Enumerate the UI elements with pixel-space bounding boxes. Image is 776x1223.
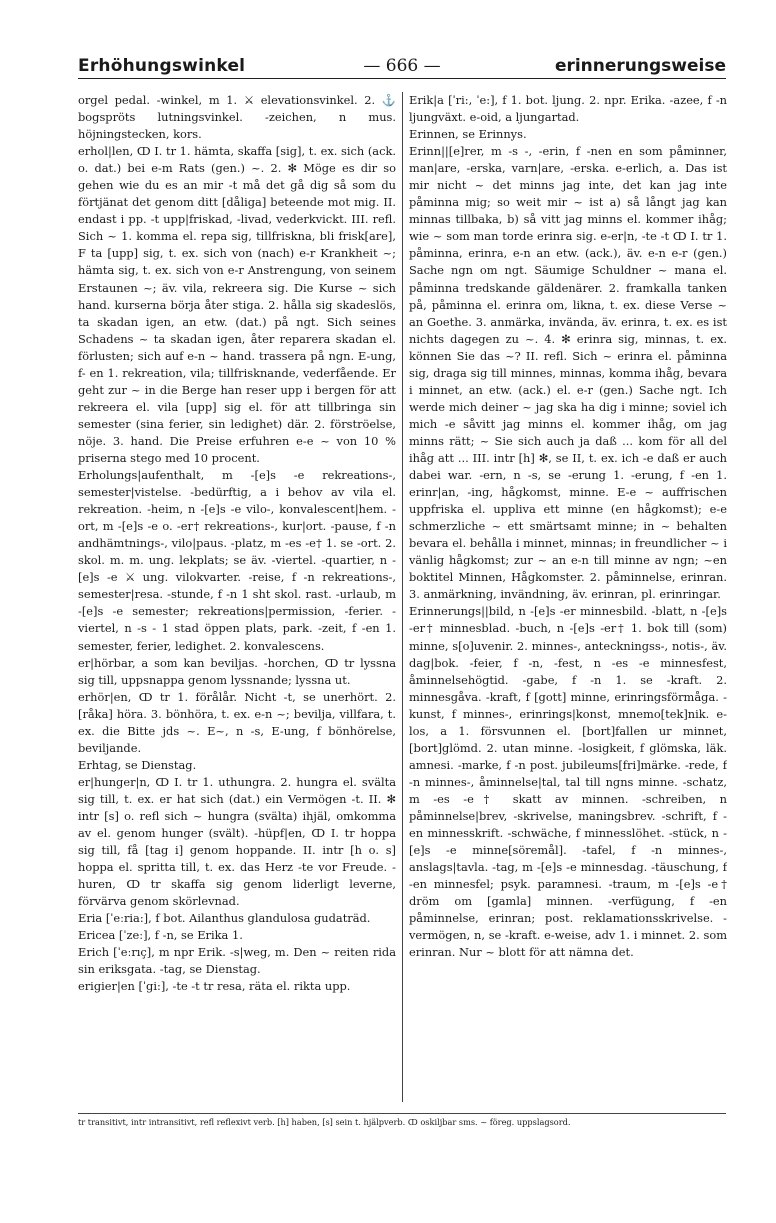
entry-paragraph: Erik|a [ˈri:, ˈe:], f 1. bot. ljung. 2. npr. Erika. -azee, f -n ljungväxt. e-oid, a ljungartad.	[409, 93, 727, 125]
left-column	[78, 92, 396, 1102]
entry-paragraph: Erholungs|aufenthalt, m -[e]s -e rekreations-, semester|vistelse. -bedürftig, a i behov av vila el. rekreation. -heim, n -[e]s -e vilo-, konvalescent|hem. -ort, m -[e]s -e o. -er† rekreations-, kur|ort. -pause, f -n andhämtnings-, vilo|paus. -platz, m -es -e† 1. se -ort. 2. skol. m. m. ung. lekplats; se äv. -viertel. -quartier, n -[e]s -e ⚔ ung. vilokvarter. -reise, f -n rekreations-, semester|resa. -stunde, f -n 1 sht skol. rast. -urlaub, m -[e]s -e semester; rekreations|permission, -ferier. -viertel, n -s - 1 stad öppen plats, park. -zeit, f -en 1. semester, ferier, ledighet. 2. konvalescens.	[78, 468, 396, 653]
entry-paragraph: Erich [ˈeːrıç], m npr Erik. -s|weg, m. Den ~ reiten rida sin eriksgata. -tag, se Dienstag.	[78, 945, 396, 977]
footer-rule	[78, 1113, 726, 1114]
entry-paragraph: er|hunger|n, ↀ I. tr 1. uthungra. 2. hungra el. svälta sig till, t. ex. er hat sich (dat.) ein Vermögen -t. II. ✻ intr [s] o. refl sich ~ hungra (svälta) ihjäl, omkomma av el. genom hunger (svält). -hüpf|en, ↀ I. tr hoppa sig till, få [tag i] genom hoppande. II. intr [h o. s] hoppa el. spritta till, t. ex. das Herz -te vor Freude. -huren, ↀ tr skaffa sig genom liderligt leverne, förvärva genom skörlevnad.	[78, 774, 396, 909]
entry-paragraph: erhör|en, ↀ tr 1. förålår. Nicht -t, se unerhört. 2. [råka] höra. 3. bönhöra, t. ex. e-n ~; bevilja, villfara, t. ex. die Bitte jds ~. E~, n -s, E-ung, f bönhörelse, beviljande.	[78, 689, 396, 755]
right-column	[409, 92, 727, 1102]
abbreviation-legend: tr transitivt, intr intransitivt, refl reflexivt verb. [h] haben, [s] sein t. hjälpverb. ↀ oskiljbar sms. ~ föreg. uppslagsord.	[78, 1117, 571, 1127]
entry-paragraph: orgel pedal. -winkel, m 1. ⚔ elevationsvinkel. 2. ⚓ bogspröts lutningsvinkel. -zeichen, n mus. höjningstecken, kors.	[78, 93, 396, 142]
entry-paragraph: Erinn||[e]rer, m -s -, -erin, f -nen en som påminner, man|are, -erska, varn|are, -erska. e-erlich, a. Das ist mir nicht ~ det minns jag inte, det kan jag inte påminna mig; so weit mir ~ ist a) så långt jag kan minnas tillbaka, b) så vitt jag minns el. kommer ihåg; wie ~ som man torde erinra sig. e-er|n, -te -t ↀ I. tr 1. påminna, erinra, e-n an etw. (ack.), äv. e-n e-r (gen.) Sache ngn om ngt. Säumige Schuldner ~ mana el. påminna tredskande gäldenärer. 2. framkalla tanken på, påminna el. erinra om, likna, t. ex. diese Verse ~ an Goethe. 3. anmärka, invända, äv. erinra, t. ex. es ist nichts dagegen zu ~. 4. ✻ erinra sig, minnas, t. ex. können Sie das ~? II. refl. Sich ~ erinra el. påminna sig, draga sig till minnes, minnas, komma ihåg, bevara i minnet, an etw. (ack.) el. e-r (gen.) Sache ngt. Ich werde mich deiner ~ jag ska ha dig i minne; soviel ich mich -e såvitt jag minns el. kommer ihåg, om jag minns rätt; ~ Sie sich auch ja daß ... kom för all del ihåg att ... III. intr [h] ✻, se II, t. ex. ich -e daß er auch dabei war. -ern, n -s, se -erung 1. -erung, f -en 1. erinr|an, -ing, hågkomst, minne. E-e ~ auffrischen uppfriska el. uppliva ett minne (en hågkomst); e-e schmerzliche ~ ett smärtsamt minne; in ~ behalten bevara el. behålla i minnet, minnas; in freundlicher ~ i vänlig hågkomst; zur ~ an e-n till minne av ngn; ~en boktitel Minnen, Hågkomster. 2. påminnelse, erinran. 3. anmärkning, invändning, äv. erinran, pl. erinringar.	[409, 144, 727, 602]
header-guide-word-right: erinnerungsweise	[554, 56, 726, 76]
entry-paragraph: er|hörbar, a som kan beviljas. -horchen, ↀ tr lyssna sig till, uppsnappa genom lyssnande; lyssna ut.	[78, 655, 396, 687]
entry-paragraph: Erhtag, se Dienstag.	[78, 757, 197, 772]
entry-paragraph: Eria [ˈeːria:], f bot. Ailanthus glandulosa gudaträd.	[78, 911, 371, 926]
entry-paragraph: erhol|len, ↀ I. tr 1. hämta, skaffa [sig], t. ex. sich (ack. o. dat.) bei e-m Rats (gen.) ~. 2. ✻ Möge es dir so gehen wie du es an mir -t må det gå dig så som du förtjänat det genom ditt [dåliga] beteende mot mig. II. endast i pp. -t upp|friskad, -livad, vederkvickt. III. refl. Sich ~ 1. komma el. repa sig, tillfriskna, bli frisk[are], F ta [upp] sig, t. ex. sich von (nach) e-r Krankheit ~; hämta sig, t. ex. sich von e-r Anstrengung, von seinem Erstaunen ~; äv. vila, rekreera sig. Die Kurse ~ sich hand. kurserna börja åter stiga. 2. hålla sig skadeslös, ta skadan igen, an etw. (dat.) på ngt. Sich seines Schadens ~ ta skadan igen, åter reparera skadan el. förlusten; sich auf e-n ~ hand. trassera på ngn. E-ung, f- en 1. rekreation, vila; tillfrisknande, vederfående. Er geht zur ~ in die Berge han reser upp i bergen för att rekreera el. vila [upp] sig el. för att tillbringa sin semester (sina ferier, sin ledighet) där. 2. förströelse, nöje. 3. hand. Die Preise erfuhren e-e ~ von 10 % priserna stego med 10 procent.	[78, 144, 396, 465]
page-header	[78, 52, 726, 79]
entry-paragraph: erigier|en [ˈgi:], -te -t tr resa, räta el. rikta upp.	[78, 979, 351, 994]
entry-paragraph: Erinnerungs||bild, n -[e]s -er minnesbild. -blatt, n -[e]s -er† minnesblad. -buch, n -[e]s -er† 1. bok till (som) minne, s[o]uvenir. 2. minnes-, anteckningss-, notis-, äv. dag|bok. -feier, f -n, -fest, n -es -e minnesfest, åminnelsehögtid. -gabe, f -n 1. se -kraft. 2. minnesgåva. -kraft, f [gott] minne, erinringsförmåga. -kunst, f minnes-, erinrings|konst, mnemo[tek]nik. e-los, a 1. försvunnen el. [bort]fallen ur minnet, [bort]glömd. 2. utan minne. -losigkeit, f glömska, läk. amnesi. -marke, f -n post. jubileums[fri]märke. -rede, f -n minnes-, åminnelse|tal, tal till ngns minne. -schatz, m -es -e† skatt av minnen. -schreiben, n påminnelse|brev, -skrivelse, maningsbrev. -schrift, f -en minnesskrift. -schwäche, f minnesslöhet. -stück, n -[e]s -e minne[söremål]. -tafel, f -n minnes-, anslags|tavla. -tag, m -[e]s -e minnesdag. -täuschung, f -en minnesfel; psyk. paramnesi. -traum, m -[e]s -e† dröm om [gamla] minnen. -verfügung, f -en påminnelse, erinran; post. reklamationsskrivelse. -vermögen, n, se -kraft. e-weise, adv 1. i minnet. 2. som erinran. Nur ~ blott för att nämna det.	[409, 604, 727, 960]
entry-paragraph: Erinnen, se Erinnys.	[409, 127, 527, 142]
entry-paragraph: Ericea [ˈzeː], f -n, se Erika 1.	[78, 928, 243, 943]
page-number: — 666 —	[363, 56, 441, 76]
header-guide-word-left: Erhöhungswinkel	[78, 56, 246, 76]
column-divider	[402, 92, 403, 1102]
